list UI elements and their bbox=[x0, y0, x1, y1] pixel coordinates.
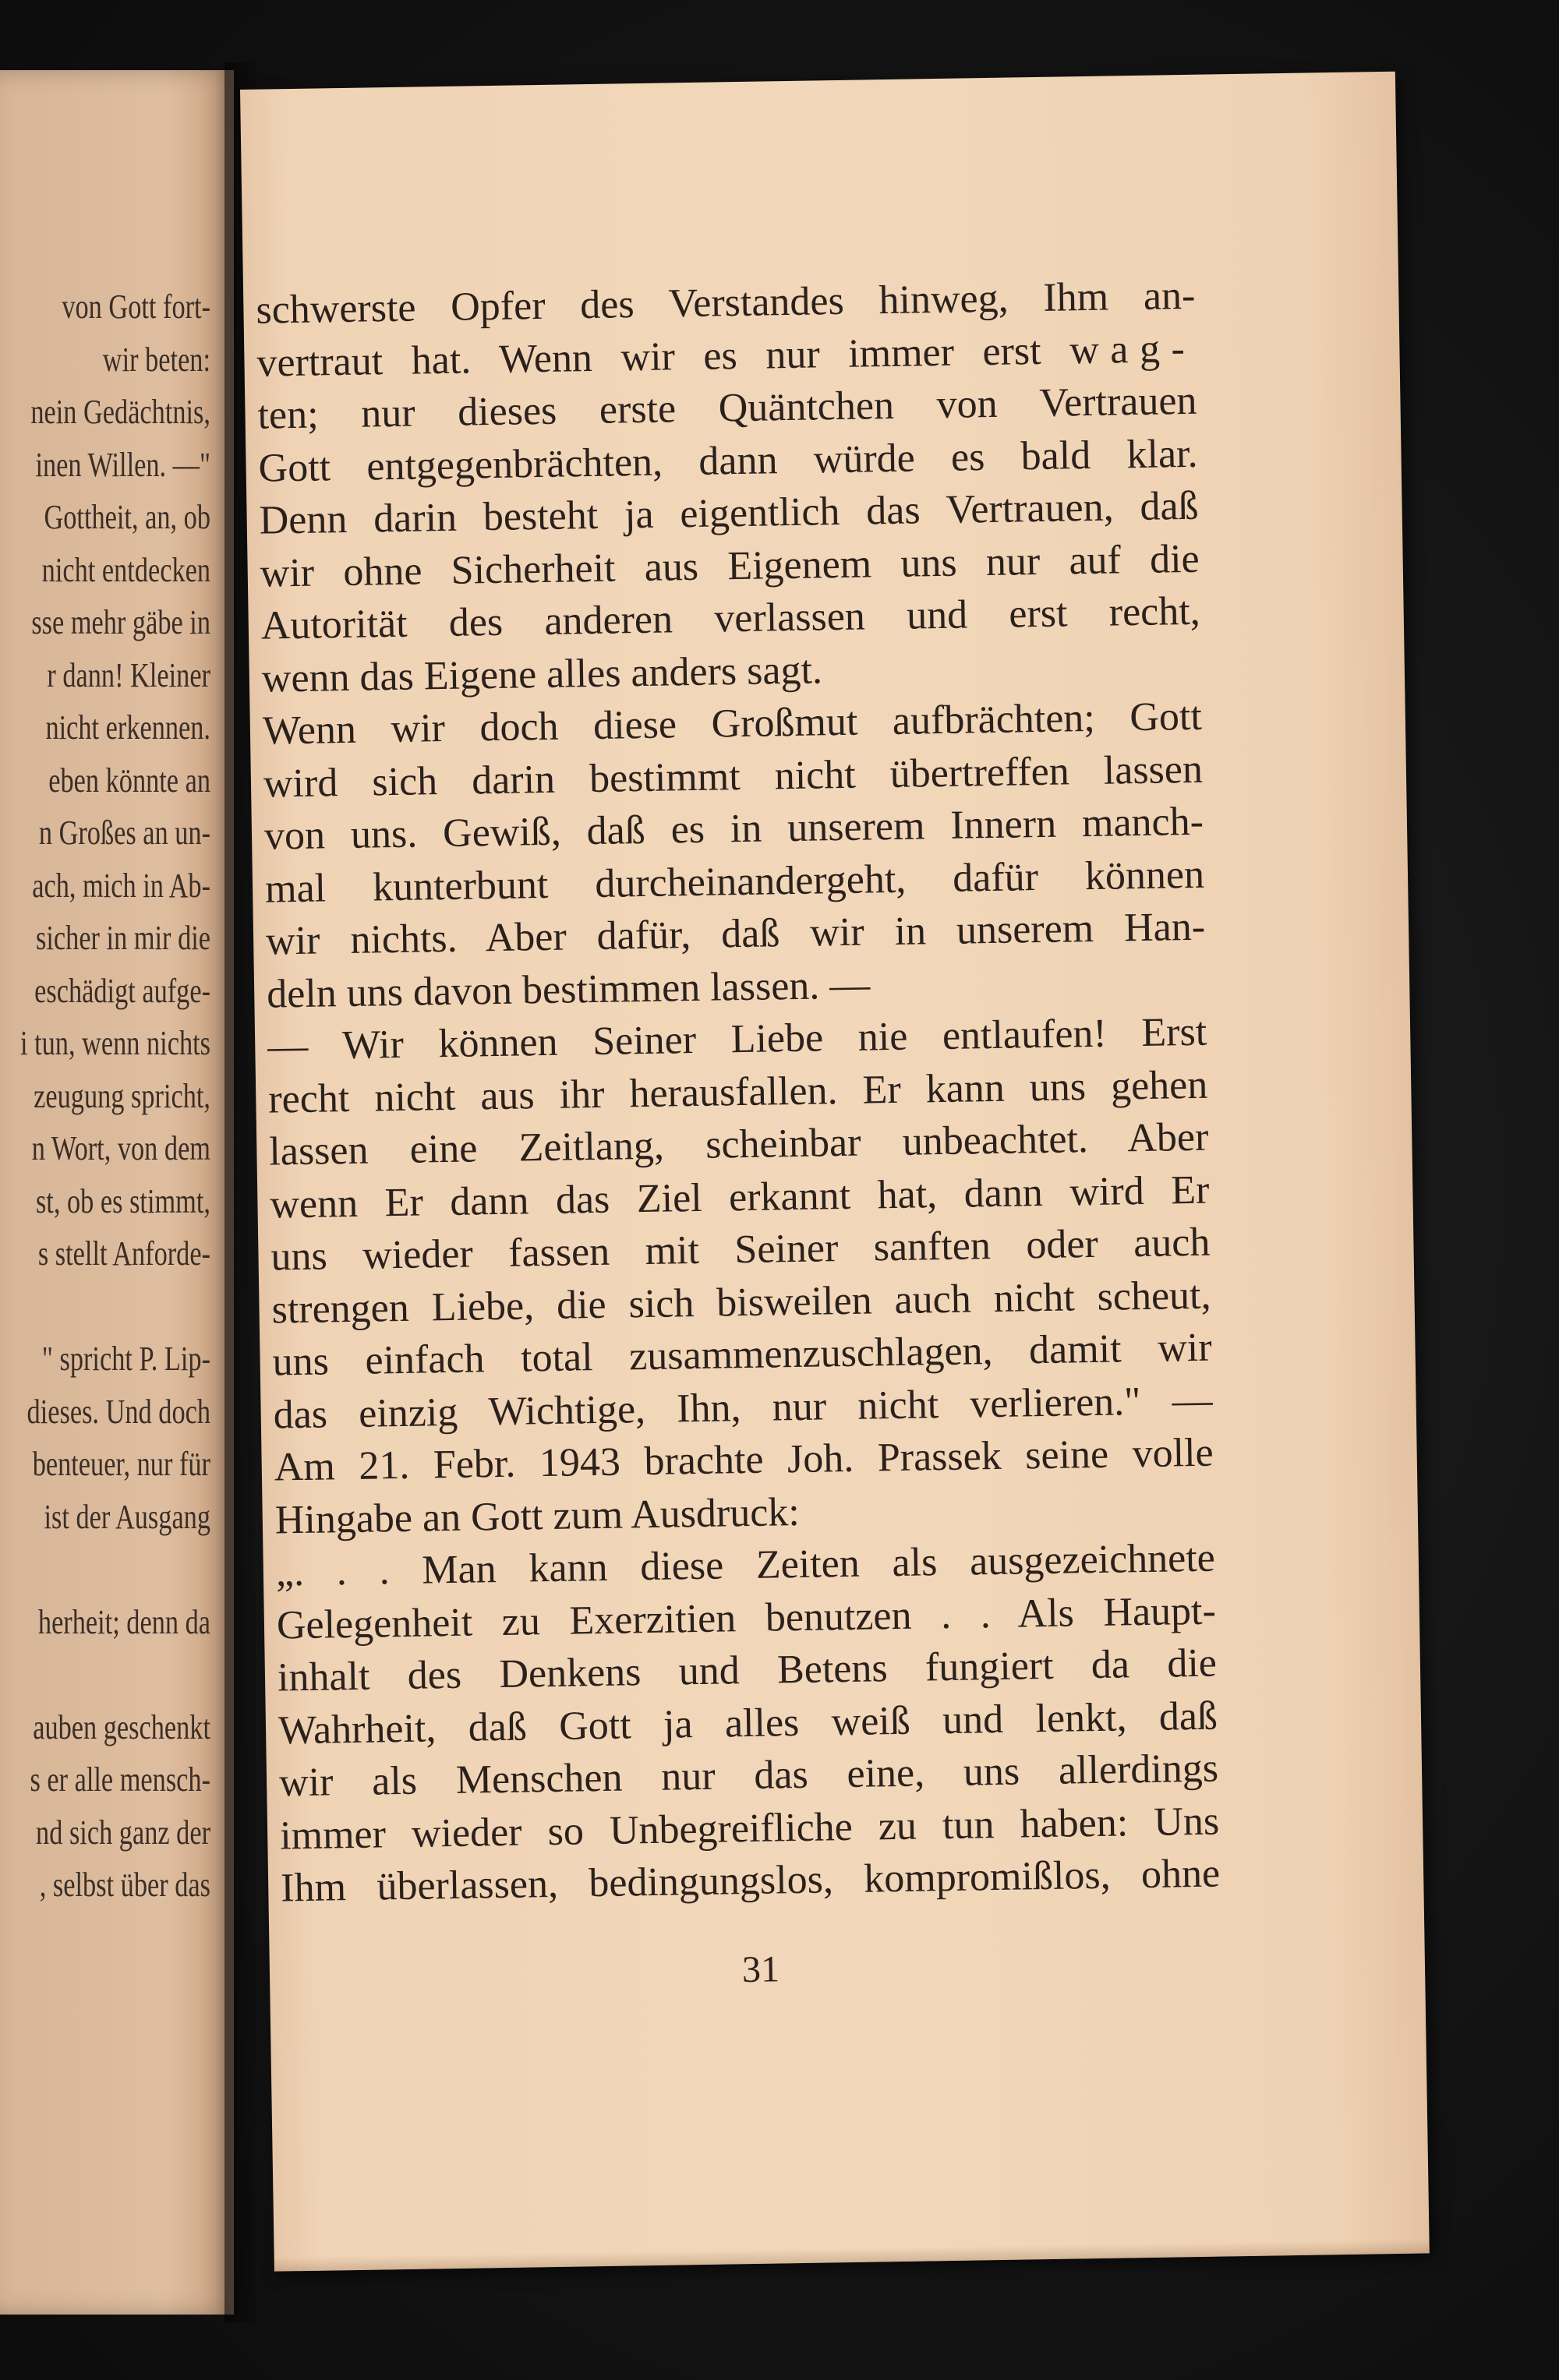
text-line: schwerste Opfer des Verstandes hinweg, Ihm an- bbox=[256, 273, 1196, 333]
spaced-word: wag- bbox=[1069, 326, 1197, 373]
left-page bbox=[0, 70, 234, 2315]
left-line: " spricht P. Lip- bbox=[41, 1340, 210, 1378]
text-line: wird sich darin bestimmt nicht übertreffen lassen bbox=[263, 747, 1204, 807]
left-page-text bbox=[0, 281, 210, 1912]
left-line: i tun, wenn nichts bbox=[19, 1024, 211, 1062]
left-line: ach, mich in Ab- bbox=[32, 866, 210, 905]
left-line: inen Willen. —" bbox=[35, 445, 210, 484]
text-line: Wahrheit, daß Gott ja alles weiß und lenkt, daß bbox=[278, 1693, 1218, 1753]
right-page bbox=[240, 72, 1430, 2272]
left-line: sicher in mir die bbox=[36, 919, 211, 957]
text-line: von uns. Gewiß, daß es in unserem Innern manch- bbox=[263, 799, 1204, 859]
text-line: mal kunterbunt durcheinandergeht, dafür können bbox=[264, 852, 1205, 912]
text-line: Denn darin besteht ja eigentlich das Vertrauen, daß bbox=[259, 483, 1199, 543]
left-line: auben geschenkt bbox=[33, 1707, 211, 1746]
left-line: eschädigt aufge- bbox=[34, 971, 210, 1010]
text-line: Wenn wir doch diese Großmut aufbrächten; Gott bbox=[262, 694, 1203, 754]
text-line: Hingabe an Gott zum Ausdruck: bbox=[274, 1489, 801, 1543]
page-number: 31 bbox=[741, 1948, 780, 1991]
left-line: sse mehr gäbe in bbox=[31, 603, 210, 641]
left-line: wir beten: bbox=[102, 340, 210, 379]
left-line: nein Gedächtnis, bbox=[30, 393, 210, 431]
text-line: Gott entgegenbrächten, dann würde es bald klar. bbox=[258, 431, 1198, 491]
left-line: n Großes an un- bbox=[38, 814, 210, 852]
left-line: n Wort, von dem bbox=[31, 1129, 211, 1167]
page-body-text bbox=[243, 266, 1430, 1915]
left-line-blank bbox=[0, 1543, 210, 1596]
text-line: recht nicht aus ihr herausfallen. Er kann uns gehen bbox=[267, 1062, 1208, 1122]
text-line: wir nichts. Aber dafür, daß wir in unserem Han- bbox=[265, 904, 1206, 964]
text-line: uns wieder fassen mit Seiner sanften oder auch bbox=[270, 1220, 1211, 1280]
left-line: st, ob es stimmt, bbox=[35, 1181, 211, 1220]
text-line: — Wir können Seiner Liebe nie entlaufen! Erst bbox=[267, 1009, 1207, 1069]
text-line: wir ohne Sicherheit aus Eigenem uns nur auf die bbox=[260, 536, 1200, 596]
left-line: , selbst über das bbox=[39, 1866, 211, 1904]
left-line: s stellt Anforde- bbox=[37, 1234, 211, 1273]
left-line: r dann! Kleiner bbox=[47, 655, 210, 694]
text-line-part: vertraut hat. Wenn wir es nur immer erst bbox=[256, 328, 1042, 386]
text-line: ten; nur dieses erste Quäntchen von Vertrauen bbox=[257, 378, 1197, 438]
left-line: zeugung spricht, bbox=[34, 1076, 210, 1115]
left-line: herheit; denn da bbox=[37, 1602, 211, 1641]
text-line: wenn Er dann das Ziel erkannt hat, dann wird Er bbox=[270, 1167, 1210, 1227]
left-line: von Gott fort- bbox=[62, 288, 211, 326]
left-line: benteuer, nur für bbox=[32, 1445, 211, 1483]
text-line: wir als Menschen nur das eine, uns allerdings bbox=[278, 1746, 1219, 1806]
left-line: Gottheit, an, ob bbox=[44, 498, 210, 536]
text-line: immer wieder so Unbegreifliche zu tun haben: Uns bbox=[279, 1799, 1220, 1858]
text-line: inhalt des Denkens und Betens fungiert da die bbox=[277, 1640, 1218, 1700]
left-line: s er alle mensch- bbox=[30, 1760, 210, 1799]
text-line: deln uns davon bestimmen lassen. — bbox=[266, 962, 871, 1017]
page-edge-shadow bbox=[274, 2239, 1430, 2271]
left-line: ist der Ausgang bbox=[44, 1497, 210, 1536]
text-line: Autorität des anderen verlassen und erst recht, bbox=[260, 588, 1201, 648]
text-line: Am 21. Febr. 1943 brachte Joh. Prassek seine volle bbox=[274, 1430, 1214, 1490]
left-line-blank bbox=[0, 1648, 210, 1701]
left-line: dieses. Und doch bbox=[27, 1392, 210, 1431]
left-line: nicht entdecken bbox=[41, 550, 210, 589]
left-line: eben könnte an bbox=[48, 761, 210, 800]
text-line: wenn das Eigene alles anders sagt. bbox=[261, 647, 823, 701]
text-line: uns einfach total zusammenzuschlagen, damit wir bbox=[272, 1325, 1212, 1385]
left-line: nicht erkennen. bbox=[45, 708, 210, 747]
text-line: „. . . Man kann diese Zeiten als ausgezeichnete bbox=[275, 1535, 1216, 1595]
left-line-blank bbox=[0, 1280, 210, 1333]
text-line: das einzig Wichtige, Ihn, nur nicht verlieren." — bbox=[273, 1378, 1214, 1438]
text-line: Ihm überlassen, bedingungslos, kompromißlos, ohne bbox=[280, 1851, 1221, 1911]
text-line: lassen eine Zeitlang, scheinbar unbeachtet. Aber bbox=[268, 1114, 1209, 1174]
text-line: strengen Liebe, die sich bisweilen auch nicht scheut, bbox=[271, 1273, 1211, 1333]
text-line: Gelegenheit zu Exerzitien benutzen . . Als Haupt- bbox=[276, 1588, 1217, 1648]
left-line: nd sich ganz der bbox=[36, 1813, 210, 1852]
